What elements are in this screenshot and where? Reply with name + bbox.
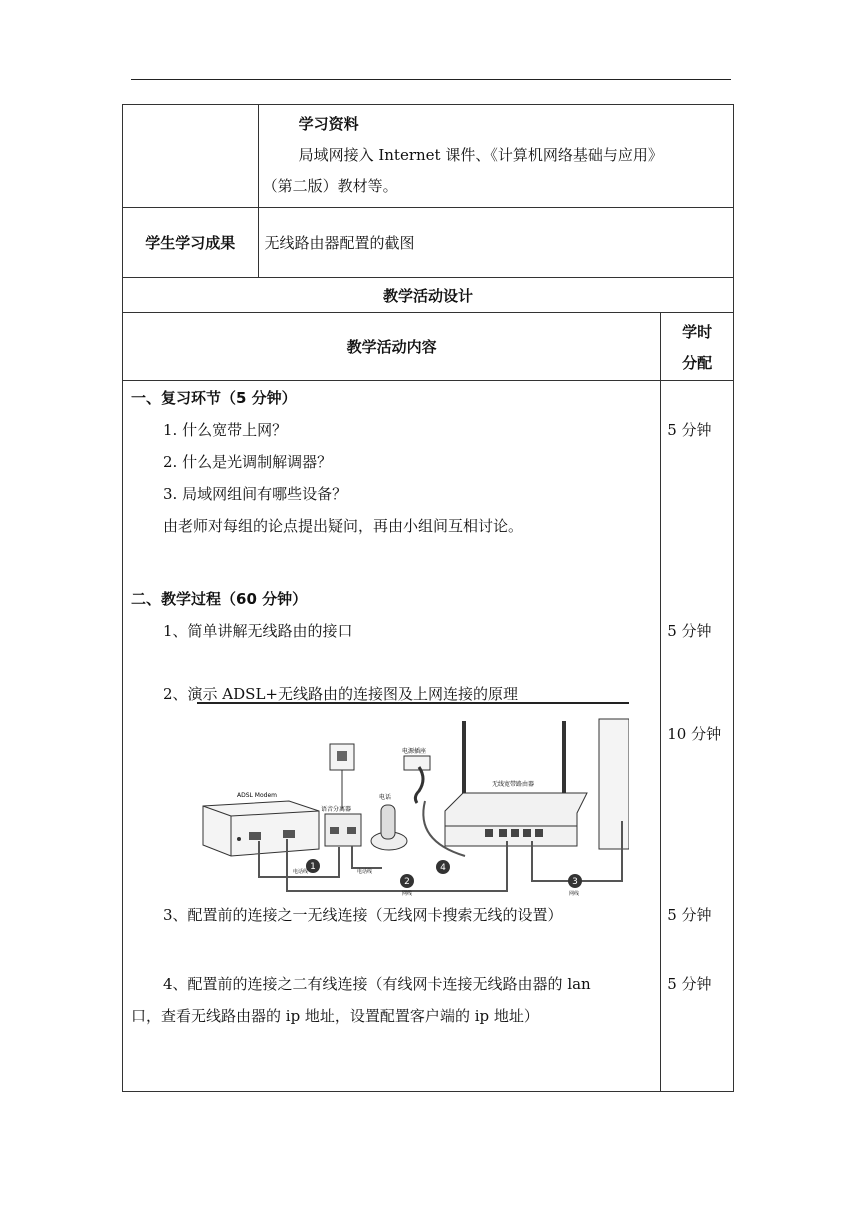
design-title: 教学活动设计 <box>382 286 473 305</box>
lesson-table <box>122 104 734 1092</box>
badge-1 <box>306 859 320 873</box>
materials-heading: 学习资料 <box>298 115 359 133</box>
time-step3: 5 分钟 <box>667 906 712 924</box>
section2-title: 二、教学过程（60 分钟） <box>131 590 308 608</box>
power-label: 电源插座 <box>402 748 427 755</box>
adsl-modem <box>203 792 319 856</box>
badge-4 <box>436 860 450 874</box>
router-label: 无线宽带路由器 <box>492 781 535 788</box>
time-step2: 10 分钟 <box>667 725 722 743</box>
badge-2 <box>400 874 414 888</box>
section2-step4-line2: 口，查看无线路由器的 ip 地址，设置配置客户端的 ip 地址） <box>131 1007 539 1025</box>
power-adapter <box>402 747 430 803</box>
svg-text:4: 4 <box>440 863 446 873</box>
section2-step4-line1: 4、配置前的连接之二有线连接（有线网卡连接无线路由器的 lan <box>163 975 591 993</box>
section1-item-2: 2. 什么是光调制解调器？ <box>163 453 333 471</box>
splitter-label: 语音分离器 <box>321 806 352 813</box>
svg-text:3: 3 <box>572 877 578 887</box>
computer-case <box>599 719 629 849</box>
materials-row <box>123 105 733 208</box>
materials-label-cell <box>123 105 259 207</box>
outcome-value: 无线路由器配置的截图 <box>264 234 415 252</box>
outcome-row <box>123 208 733 278</box>
phone-label: 电话 <box>379 794 392 801</box>
design-title-row <box>123 278 733 313</box>
telephone <box>371 793 407 850</box>
section2-step3: 3、配置前的连接之一无线连接（无线网卡搜索无线的设置） <box>163 906 563 924</box>
connection-diagram <box>197 701 629 896</box>
time-header-line2: 分配 <box>682 353 713 372</box>
materials-cell <box>259 105 733 207</box>
modem-label: ADSL Modem <box>237 792 277 799</box>
section2-step2: 2、演示 ADSL+无线路由的连接图及上网连接的原理 <box>163 685 518 703</box>
cable-phone-label-1: 电话线 <box>293 869 309 875</box>
time-step1: 5 分钟 <box>667 622 712 640</box>
svg-text:1: 1 <box>310 862 316 872</box>
time-section1: 5 分钟 <box>667 421 712 439</box>
time-column <box>661 381 733 1091</box>
cable-net-label-1: 网线 <box>402 891 413 896</box>
section1-item-3: 3. 局域网组间有哪些设备？ <box>163 485 348 503</box>
materials-line2: （第二版）教材等。 <box>262 177 398 195</box>
section1-note: 由老师对每组的论点提出疑问，再由小组间互相讨论。 <box>163 517 524 535</box>
badge-3 <box>568 874 582 888</box>
materials-line1: 局域网接入 Internet 课件、《计算机网络基础与应用》 <box>298 146 663 164</box>
wireless-router <box>445 721 587 846</box>
svg-text:2: 2 <box>404 877 410 887</box>
activity-content <box>123 381 661 1091</box>
header-rule <box>131 79 731 80</box>
section2-step1: 1、简单讲解无线路由的接口 <box>163 622 353 640</box>
voice-splitter <box>321 805 361 846</box>
outcome-label: 学生学习成果 <box>123 208 259 277</box>
cable-net-label-2: 网线 <box>569 891 580 896</box>
activity-body-row <box>123 381 733 1091</box>
section1-item-1: 1. 什么宽带上网？ <box>163 421 288 439</box>
time-header <box>661 313 733 380</box>
time-step4: 5 分钟 <box>667 975 712 993</box>
section1-title: 一、复习环节（5 分钟） <box>131 389 297 407</box>
cable-phone-label-2: 电话线 <box>357 869 373 875</box>
content-header-row <box>123 313 733 381</box>
time-header-line1: 学时 <box>682 322 713 341</box>
content-header: 教学活动内容 <box>123 313 661 380</box>
